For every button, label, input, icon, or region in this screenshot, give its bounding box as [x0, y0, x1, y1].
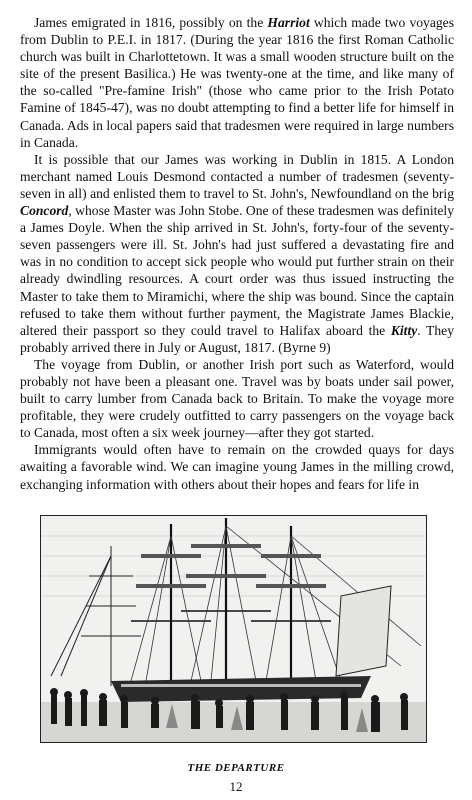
body-text [20, 14, 454, 493]
paragraph [20, 14, 454, 151]
sailing-ship-engraving-icon [41, 516, 426, 742]
paragraph [20, 151, 454, 356]
text-run: Immigrants would often have to remain on the crowded quays for days awaiting a favorable wind. We can imagine young James in the milling crowd, exchanging information with others about their hopes and fears for life in [20, 442, 454, 492]
text-run: The voyage from Dublin, or another Irish port such as Waterford, would probably not have been a pleasant one. Travel was by boats under sail power, built to carry lumber from Canada back to Britain. To make the voyage more profitable, they were crudely outfitted to carry passengers on the voyage back to Canada, most often a six week journey—after they got started. [20, 356, 454, 441]
text-run: which made two voyages from Dublin to P.E.I. in 1817. (During the year 1816 the first Roman Catholic church was built in Charlottetown. It was a small wooden structure built on the site of the present Basilica.) He was twenty-one at the time, and like many of the so-called "Pre-famine Irish" (those who came prior to the Irish Potato Famine of 1845-47), was no doubt attempting to find a better life for himself in Canada. Ads in local papers said that tradesmen were required in large numbers in Canada. [20, 15, 454, 150]
text-run: . They probably arrived there in July or August, 1817. (Byrne 9) [20, 322, 454, 355]
page-number: 12 [229, 779, 243, 794]
text-run: It is possible that our James was working in Dublin in 1815. A London merchant named Louis Desmond contacted a number of tradesmen (seventy-seven in all) and enlisted them to travel to St. John's, Newfoundland on the brig [20, 151, 454, 201]
text-run: James emigrated in 1816, possibly on the [34, 15, 268, 30]
ship-name: Kitty [390, 322, 418, 338]
figure-caption: THE DEPARTURE [187, 762, 285, 774]
ship-name: Harriot [267, 15, 310, 30]
ship-name: Concord [20, 203, 69, 219]
departure-illustration [40, 515, 427, 743]
paragraph [20, 356, 454, 441]
text-run: , whose Master was John Stobe. One of these tradesmen was definitely a James Doyle. When the ship arrived in St. John's, forty-four of the seventy-seven passengers were ill. St. John's had just suffered a devastating fire and was in no condition to accept sick people who would put further strain on their already dwindling resources. A court order was thus issued instructing the Master to take them to Miramichi, where the ship was bound. Since the captain refused to take them without further payment, the Magistrate James Blackie, altered their passport so they could travel to Halifax aboard the [20, 203, 454, 338]
paragraph [20, 441, 454, 492]
